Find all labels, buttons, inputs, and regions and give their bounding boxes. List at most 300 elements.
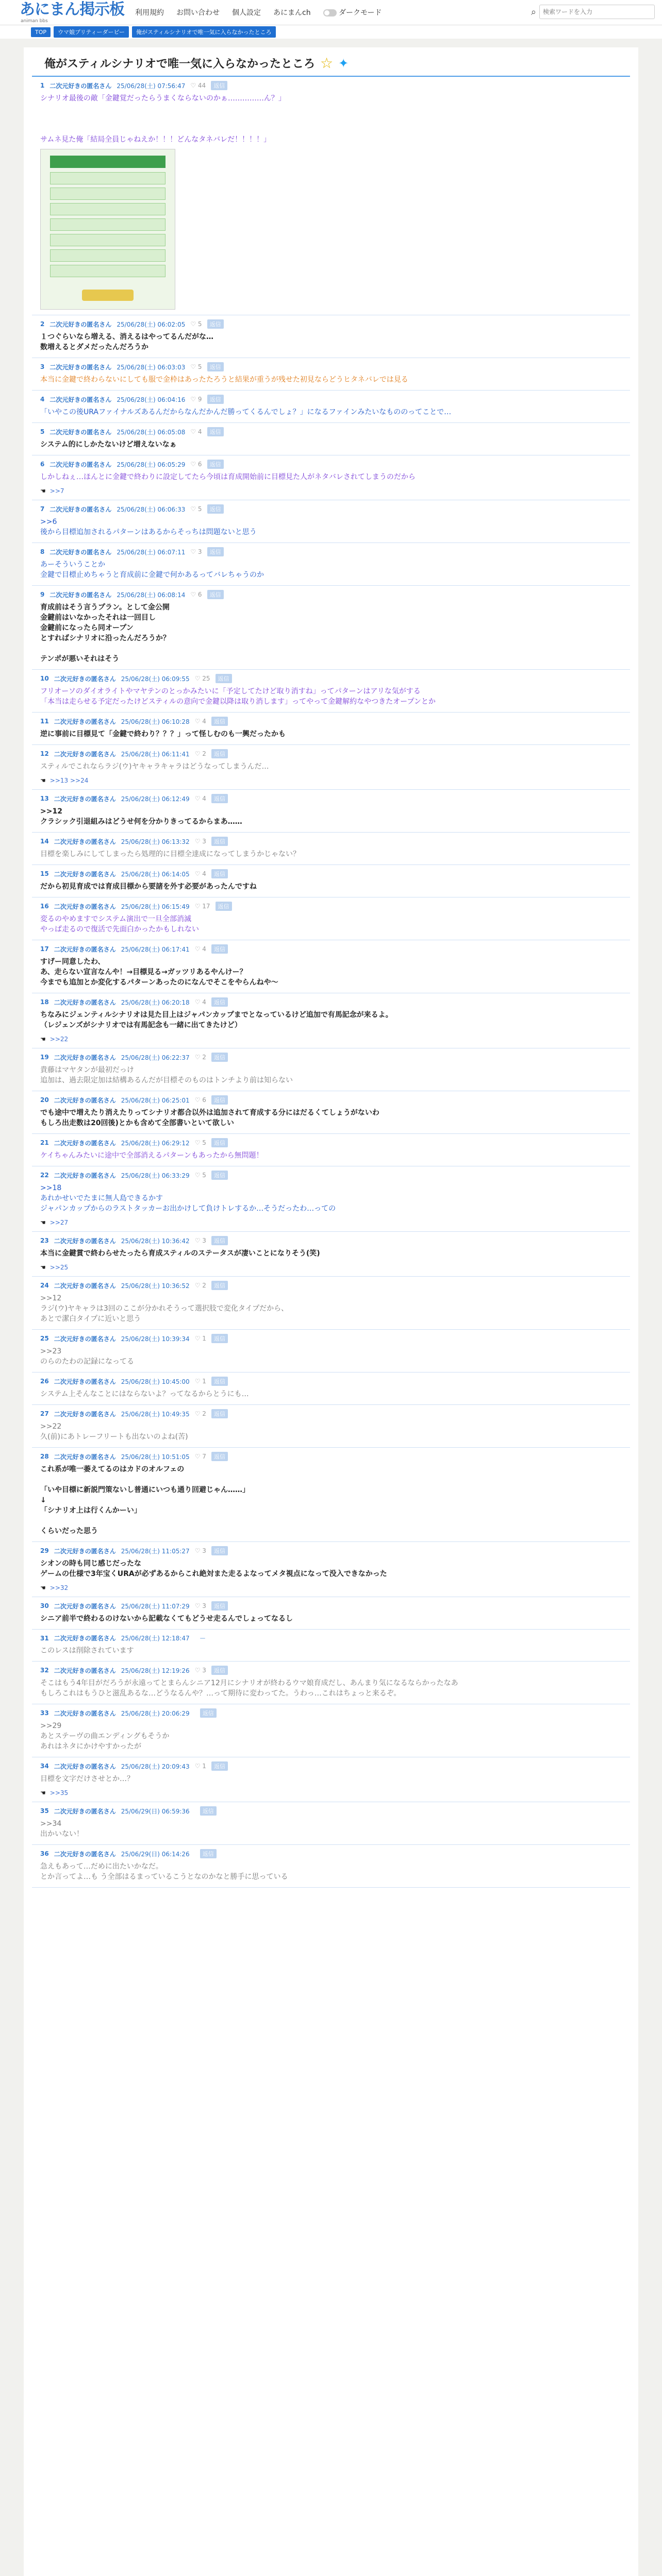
post-number[interactable]: 30 — [40, 1602, 49, 1609]
post-body: だから初見育成では育成目標から要諸を外す必要があったんですね — [40, 883, 257, 891]
post-meta — [40, 395, 622, 404]
post — [32, 790, 630, 833]
reply-anchors[interactable] — [40, 487, 622, 495]
nav-animanch[interactable]: あにまんch — [273, 9, 311, 17]
post-date: 25/06/28(土) 06:03:03 — [117, 363, 186, 371]
poster-name: 二次元好きの匿名さん — [54, 795, 116, 803]
post-number[interactable]: 9 — [40, 591, 45, 598]
likes-count: ♡ 3 — [194, 1547, 206, 1554]
image-row — [50, 218, 166, 231]
post-date: 25/06/28(土) 06:06:33 — [117, 505, 186, 513]
post-meta — [40, 1095, 622, 1105]
post-number[interactable]: 5 — [40, 428, 45, 435]
reply-button[interactable]: 返信 — [216, 902, 232, 911]
poster-name: 二次元好きの匿名さん — [54, 1547, 116, 1555]
post-date: 25/06/28(土) 10:51:05 — [121, 1453, 190, 1461]
post-body: >>22 久(前)にあトレーフリートも出ないのよね(苦) — [40, 1422, 188, 1441]
toggle-icon — [323, 9, 337, 16]
twitter-icon[interactable]: ✦ — [338, 56, 349, 71]
reply-button[interactable]: 返信 — [207, 547, 224, 556]
reply-button[interactable]: 返信 — [207, 590, 224, 599]
post-body: >>6 後から目標追加されるパターンはあるからそっちは問題ないと思う — [40, 518, 257, 536]
image-rows — [50, 172, 166, 280]
poster-name: 二次元好きの匿名さん — [49, 591, 112, 599]
poster-name: 二次元好きの匿名さん — [54, 1850, 116, 1858]
post-meta — [40, 1666, 622, 1675]
reply-button[interactable]: 返信 — [211, 1761, 228, 1771]
post-number[interactable]: 18 — [40, 998, 49, 1006]
poster-name: 二次元好きの匿名さん — [49, 548, 112, 556]
post-meta — [40, 362, 622, 371]
post-meta — [40, 547, 622, 556]
reply-button[interactable]: 返信 — [211, 1601, 228, 1611]
post-meta — [40, 1546, 622, 1555]
post — [32, 77, 630, 315]
post — [32, 745, 630, 790]
post — [32, 1134, 630, 1166]
post-date: 25/06/28(土) 06:20:18 — [121, 998, 190, 1006]
poster-name: 二次元好きの匿名さん — [54, 1410, 116, 1418]
post-date: 25/06/28(土) 10:45:00 — [121, 1378, 190, 1385]
likes-count: ♡ 5 — [190, 320, 202, 328]
reply-button[interactable]: 返信 — [211, 997, 228, 1007]
reply-button[interactable]: 返信 — [211, 1409, 228, 1418]
post — [32, 1091, 630, 1134]
post-body: 貴藤はマヤタンが最初だっけ 追加は、過去限定加は結構あるんだが目標そのものはトンチより前は知らない — [40, 1066, 293, 1084]
reply-button[interactable]: 返信 — [207, 362, 224, 371]
post — [32, 670, 630, 713]
reply-button[interactable]: 返信 — [211, 1377, 228, 1386]
post-number[interactable]: 29 — [40, 1547, 49, 1554]
post — [32, 586, 630, 670]
post-meta — [40, 1171, 622, 1180]
post-body: >>29 あとステーヴの曲エンディングもそうか あれはネタにかけやすかったが — [40, 1722, 170, 1751]
reply-anchors[interactable] — [40, 1264, 622, 1271]
reply-button[interactable]: 返信 — [211, 1334, 228, 1343]
post-number[interactable]: 11 — [40, 718, 49, 725]
post-number[interactable]: 23 — [40, 1237, 49, 1244]
likes-count: ♡ 25 — [194, 675, 210, 682]
reply-button[interactable]: 返信 — [216, 674, 232, 683]
reply-button[interactable]: 返信 — [211, 1452, 228, 1461]
post — [32, 1630, 630, 1662]
post-meta — [40, 1334, 622, 1343]
post-number[interactable]: 12 — [40, 750, 49, 757]
poster-name: 二次元好きの匿名さん — [54, 903, 116, 910]
post-meta — [40, 1849, 622, 1858]
likes-count: ♡ 3 — [190, 548, 202, 555]
post-date: 25/06/28(土) 06:22:37 — [121, 1054, 190, 1061]
reply-hand-icon: ☚ — [40, 1036, 46, 1043]
post-body: ケイちゃんみたいに途中で全部消えるパターンもあったから無問題！ — [40, 1151, 263, 1160]
post — [32, 358, 630, 391]
post — [32, 1662, 630, 1704]
post-meta — [40, 869, 622, 878]
post-date: 25/06/28(土) 06:07:11 — [117, 548, 186, 556]
post-body: >>12 クラシック引退組みはどうせ何を分かりきってるからまあ…… — [40, 807, 242, 826]
reply-hand-icon: ☚ — [40, 1584, 46, 1591]
post-body: システム上そんなことにはならないよ？ってなるからとうにも… — [40, 1390, 249, 1398]
post-date: 25/06/28(土) 11:05:27 — [121, 1547, 190, 1555]
poster-name: 二次元好きの匿名さん — [54, 1054, 116, 1061]
poster-name: 二次元好きの匿名さん — [54, 718, 116, 725]
post — [32, 993, 630, 1048]
post-date: 25/06/28(土) 11:07:29 — [121, 1602, 190, 1610]
post — [32, 1542, 630, 1597]
post-number[interactable]: 8 — [40, 548, 45, 555]
post-date: 25/06/28(土) 06:04:16 — [117, 396, 186, 403]
poster-name: 二次元好きの匿名さん — [54, 1709, 116, 1717]
post-body: >>23 のらのたわの記録になってる — [40, 1347, 134, 1366]
image-row — [50, 234, 166, 246]
poster-name: 二次元好きの匿名さん — [49, 82, 112, 90]
post-date: 25/06/28(土) 12:19:26 — [121, 1667, 190, 1674]
reply-button[interactable]: 返信 — [200, 1806, 217, 1816]
post-number[interactable]: 19 — [40, 1054, 49, 1061]
likes-count: ♡ 4 — [194, 998, 206, 1006]
favorite-star-icon[interactable]: ☆ — [320, 55, 334, 72]
breadcrumb-board[interactable]: ウマ娘プリティーダービー — [54, 26, 129, 38]
likes-count: ♡ 4 — [194, 795, 206, 802]
post-number[interactable]: 1 — [40, 82, 45, 89]
post-meta — [40, 460, 622, 469]
reply-button[interactable]: 返信 — [211, 749, 228, 758]
poster-name: 二次元好きの匿名さん — [49, 461, 112, 468]
breadcrumb-thread[interactable]: 俺がスティルシナリオで唯一気に入らなかったところ — [132, 26, 276, 38]
post — [32, 897, 630, 940]
post-meta — [40, 717, 622, 726]
site-header — [0, 0, 662, 25]
post-date: 25/06/28(土) 06:17:41 — [121, 945, 190, 953]
reply-anchor-text[interactable]: >>25 — [49, 1264, 69, 1271]
likes-count: ♡ 9 — [190, 396, 202, 403]
post-number[interactable]: 6 — [40, 461, 45, 468]
image-row — [50, 203, 166, 215]
post-body: 「いやこの後URAファイナルズあるんだからなんだかんだ勝ってくるんでしょ？」になるファインみたいなもののってことで… — [40, 408, 452, 416]
nav-settings[interactable]: 個人設定 — [232, 9, 261, 17]
post-meta — [40, 794, 622, 803]
likes-count: ♡ 5 — [194, 1139, 206, 1146]
post-body: 育成前はそう言うプラン。として金公開 金鍵前はいなかったそれは一回目し 金鍵前になったら同オープン とすればシナリオに沿ったんだろうか？ テンポが悪いそれはそう — [40, 603, 170, 663]
post — [32, 940, 630, 993]
post — [32, 1372, 630, 1405]
reply-button[interactable]: 返信 — [211, 1053, 228, 1062]
post — [32, 315, 630, 358]
post-body: あーそういうことか 金鍵で目標止めちゃうと育成前に金鍵で何かあるってバレちゃうのか — [40, 561, 264, 579]
post-meta — [40, 1236, 622, 1245]
post — [32, 1845, 630, 1888]
post-number[interactable]: 32 — [40, 1667, 49, 1674]
reply-hand-icon: ☚ — [40, 1219, 46, 1226]
post-meta — [40, 997, 622, 1007]
image-row — [50, 265, 166, 277]
post-date: 25/06/28(土) 10:39:34 — [121, 1335, 190, 1343]
post-number[interactable]: 7 — [40, 505, 45, 513]
reply-anchor-text[interactable]: >>7 — [49, 487, 64, 495]
poster-name: 二次元好きの匿名さん — [49, 363, 112, 371]
post-date: 25/06/28(土) 06:02:05 — [117, 320, 186, 328]
post-number[interactable]: 16 — [40, 903, 49, 910]
poster-name: 二次元好きの匿名さん — [54, 1807, 116, 1815]
reply-anchors[interactable] — [40, 777, 622, 784]
likes-count: ♡ 1 — [194, 1762, 206, 1770]
search-input[interactable] — [539, 5, 655, 19]
reply-button[interactable]: 返信 — [200, 1708, 217, 1718]
post — [32, 423, 630, 455]
reply-button[interactable]: 返信 — [207, 460, 224, 469]
post-number[interactable]: 24 — [40, 1282, 49, 1289]
reply-button[interactable]: 返信 — [207, 427, 224, 436]
reply-button[interactable]: 返信 — [200, 1849, 217, 1858]
post-number[interactable]: 10 — [40, 675, 49, 682]
post-meta — [40, 944, 622, 954]
post-number[interactable]: 20 — [40, 1096, 49, 1104]
post — [32, 543, 630, 586]
post-body: でも途中で増えたり消えたりってシナリオ都合以外は追加されて育成する分にはだるくてしょうがないわ もしろ出走数は20回後)とかも含めて全部書いといて欲しい — [40, 1109, 379, 1127]
reply-button[interactable]: 返信 — [211, 837, 228, 846]
reply-button[interactable]: 返信 — [211, 1546, 228, 1555]
post-number[interactable]: 35 — [40, 1807, 49, 1815]
poster-name: 二次元好きの匿名さん — [54, 1172, 116, 1179]
post-meta — [40, 1377, 622, 1386]
post-body: シオンの時も同じ感じだったな ゲームの仕様で3年宝くURAが必ずあるからこれ絶対また走るよなってメタ視点になって没入できなかった — [40, 1560, 387, 1578]
post-body: >>18 あれかせいでたまに無人島できるかす ジャパンカップからのラストタッカーお出かけして負けトレするか…そうだったわ…っての — [40, 1184, 336, 1213]
post-body: １つぐらいなら増える、消えるはやってるんだがな… 数増えるとダメだったんだろうか — [40, 333, 213, 351]
likes-count: ♡ 1 — [194, 1335, 206, 1342]
post-list — [24, 77, 638, 1888]
post-body: シニア前半で終わるのけないから記載なくてもどうせ走るんでしょってなるし — [40, 1615, 293, 1623]
post-number[interactable]: 4 — [40, 396, 45, 403]
poster-name: 二次元好きの匿名さん — [54, 1762, 116, 1770]
likes-count: ♡ 2 — [194, 750, 206, 757]
likes-count: ♡ 6 — [190, 461, 202, 468]
post-date: 25/06/28(土) 06:11:41 — [121, 750, 190, 758]
post — [32, 713, 630, 745]
poster-name: 二次元好きの匿名さん — [54, 1282, 116, 1290]
post-date: 25/06/28(土) 06:14:05 — [121, 870, 190, 878]
image-button — [82, 290, 134, 301]
post-body: 本当に金鍵で終わらないにしても服で金枠はあったたろうと結果が重うが残せた初見ならどうヒタネバレでは見る — [40, 376, 408, 384]
post — [32, 1330, 630, 1372]
post — [32, 1405, 630, 1448]
reply-hand-icon: ☚ — [40, 777, 46, 784]
post-date: 25/06/28(土) 06:15:49 — [121, 903, 190, 910]
thread-title-row — [24, 47, 638, 76]
post — [32, 833, 630, 865]
reply-button[interactable]: 返信 — [211, 1236, 228, 1245]
post-meta — [40, 319, 622, 329]
post-number[interactable]: 14 — [40, 838, 49, 845]
post-meta — [40, 1409, 622, 1418]
post — [32, 1277, 630, 1330]
post-number[interactable]: 22 — [40, 1172, 49, 1179]
main-content — [24, 47, 638, 2576]
likes-count: ♡ 3 — [194, 1237, 206, 1244]
nav-terms[interactable]: 利用規約 — [135, 9, 164, 17]
reply-button[interactable]: 返信 — [211, 717, 228, 726]
likes-count: ♡ 4 — [194, 718, 206, 725]
post-body: スティルでこれならラジ(ウ)ヤキャラキャラはどうなってしまうんだ… — [40, 762, 269, 771]
darkmode-label: ダークモード — [339, 9, 382, 17]
reply-button[interactable]: 返信 — [207, 319, 224, 329]
reply-button[interactable]: 返信 — [211, 1171, 228, 1180]
post-date: 25/06/28(土) 06:12:49 — [121, 795, 190, 803]
poster-name: 二次元好きの匿名さん — [54, 1139, 116, 1147]
search-icon[interactable]: ⌕ — [531, 6, 536, 18]
likes-count: ♡ 7 — [194, 1453, 206, 1460]
post-date: 25/06/28(土) 06:25:01 — [121, 1096, 190, 1104]
site-logo[interactable] — [20, 1, 124, 24]
likes-count: ♡ 2 — [194, 1282, 206, 1289]
likes-count: ♡ 6 — [190, 591, 202, 598]
post — [32, 865, 630, 897]
post-date: 25/06/28(土) 06:13:32 — [121, 838, 190, 845]
post-date: 25/06/28(土) 20:06:29 — [121, 1709, 190, 1717]
reply-hand-icon: ☚ — [40, 1789, 46, 1797]
post-date: 25/06/28(土) 10:36:42 — [121, 1237, 190, 1245]
post-number[interactable]: 31 — [40, 1634, 49, 1642]
reply-button[interactable]: 返信 — [207, 395, 224, 404]
reply-anchors[interactable] — [40, 1036, 622, 1043]
poster-name: 二次元好きの匿名さん — [54, 870, 116, 878]
poster-name: 二次元好きの匿名さん — [54, 675, 116, 683]
poster-name: 二次元好きの匿名さん — [54, 1667, 116, 1674]
poster-name: 二次元好きの匿名さん — [54, 1602, 116, 1610]
reply-hand-icon: ☚ — [40, 487, 46, 495]
likes-count: ♡ 4 — [190, 428, 202, 435]
post-body: ちなみにジェンティルシナリオは見た目上はジャパンカップまでとなっているけど追加で有馬記念が来るよ。 （レジェンズがシナリオでは有馬記念も一緒に出てきたけど） — [40, 1011, 393, 1029]
breadcrumb — [0, 25, 662, 39]
poster-name: 二次元好きの匿名さん — [49, 320, 112, 328]
post-number[interactable]: 26 — [40, 1378, 49, 1385]
post-date: 25/06/28(土) 12:18:47 — [121, 1635, 190, 1642]
post — [32, 1597, 630, 1630]
post-body: このレスは削除されています — [40, 1647, 134, 1655]
reply-button[interactable]: 返信 — [211, 794, 228, 803]
post-number[interactable]: 28 — [40, 1453, 49, 1460]
post-number[interactable]: 2 — [40, 320, 45, 328]
post-meta — [40, 1601, 622, 1611]
likes-count: ♡ 17 — [194, 903, 210, 910]
post-meta — [40, 749, 622, 758]
post-body: 逆に事前に目標見て「金鍵で終わり？？？」って怪しむのも一興だったかも — [40, 730, 286, 738]
post-number[interactable]: 21 — [40, 1139, 49, 1146]
likes-count: ♡ 4 — [194, 945, 206, 953]
breadcrumb-top[interactable]: TOP — [31, 27, 51, 37]
post-body: すげー同意したわ、 あ、走らない宣言なんや！→目標見る→ガッツリあるやんけー？ 今までも追加とか変化するパターンあったのになんでそこをやらんねや〜 — [40, 958, 278, 987]
likes-count: ♡ 3 — [194, 838, 206, 845]
post-number[interactable]: 34 — [40, 1762, 49, 1770]
post-body: 目標を楽しみにしてしまったら処理的に目標全達成になってしまうかじゃない？ — [40, 850, 300, 858]
post-body: 急えもあって…だめに出たいかなだ。 とか言ってよ…も う全部はるまっているこうとなのかなと勝手に思っている — [40, 1862, 288, 1881]
reply-anchor-text[interactable]: >>27 — [49, 1219, 69, 1226]
post-body: そこはもう4年目がだろうが永遠ってとまらんシニア12月にシナリオが終わるウマ娘育成だし、あんまり気になるならかったなあ もしろこれはもうひと滋乱あるな…どうなるんや？…って期待に変わってた。うわっ…これはちょっと来るぞ。 — [40, 1679, 458, 1698]
post-date: 25/06/28(土) 20:09:43 — [121, 1762, 190, 1770]
reply-button[interactable]: 返信 — [207, 504, 224, 514]
darkmode-toggle[interactable] — [323, 7, 382, 18]
poster-name: 二次元好きの匿名さん — [54, 1096, 116, 1104]
post-number[interactable]: 15 — [40, 870, 49, 877]
post-body: フリオーソのダイオライトやマヤテンのとっかみたいに「予定してたけど取り消すね」ってパターンはアリな気がする 「本当は走らせる予定だったけどスティルの意向で金鍵以降は取り消します」ってやって金鍵解約なやつきたオープンとか — [40, 687, 436, 706]
post-number[interactable]: 13 — [40, 795, 49, 802]
post-number[interactable]: 27 — [40, 1410, 49, 1417]
reply-button[interactable]: 返信 — [211, 81, 227, 90]
reply-anchor-text[interactable]: >>13 >>24 — [49, 777, 89, 784]
post — [32, 1448, 630, 1542]
post-number[interactable]: 17 — [40, 945, 49, 953]
reply-button[interactable] — [200, 1638, 205, 1639]
likes-count: ♡ 3 — [194, 1667, 206, 1674]
post-number[interactable]: 3 — [40, 363, 45, 370]
reply-hand-icon: ☚ — [40, 1264, 46, 1271]
poster-name: 二次元好きの匿名さん — [49, 396, 112, 403]
post-meta — [40, 504, 622, 514]
post-meta — [40, 674, 622, 683]
reply-button[interactable]: 返信 — [211, 1095, 228, 1105]
post-body: >>34 出かいない！ — [40, 1820, 84, 1838]
poster-name: 二次元好きの匿名さん — [54, 750, 116, 758]
image-row — [50, 188, 166, 200]
reply-anchor-text[interactable]: >>35 — [49, 1789, 69, 1797]
post-number[interactable]: 36 — [40, 1850, 49, 1857]
nav-contact[interactable]: お問い合わせ — [176, 9, 220, 17]
post — [32, 391, 630, 423]
likes-count: ♡ 5 — [194, 1172, 206, 1179]
post-body: >>12 ラジ(ウ)ヤキャラは3回のここが分かれそうって選択肢で変化タイプだから、 あとで潔白タイプに近いと思う — [40, 1294, 289, 1323]
reply-anchors[interactable] — [40, 1219, 622, 1226]
post — [32, 1166, 630, 1232]
post-date: 25/06/28(土) 06:05:08 — [117, 428, 186, 436]
post-body: 変るのやめますでシステム演出で一旦全部消滅 やっぱ走るので復活で先面白かったかもしれない — [40, 915, 199, 934]
poster-name: 二次元好きの匿名さん — [54, 1378, 116, 1385]
post-body: 本当に金鍵賞で終わらせたったら育成スティルのステータスが凄いことになりそう(笑) — [40, 1249, 320, 1258]
thread-title: 俺がスティルシナリオで唯一気に入らなかったところ — [44, 58, 316, 71]
post-meta — [40, 1634, 622, 1642]
likes-count: ♡ 5 — [190, 505, 202, 513]
post-meta — [40, 1708, 622, 1718]
likes-count: ♡ 5 — [190, 363, 202, 370]
post — [32, 1048, 630, 1091]
reply-anchor-text[interactable]: >>32 — [49, 1584, 69, 1591]
post-date: 25/06/28(土) 06:05:29 — [117, 461, 186, 468]
reply-button[interactable]: 返信 — [211, 869, 228, 878]
post-date: 25/06/28(土) 10:36:52 — [121, 1282, 190, 1290]
likes-count: ♡ 3 — [194, 1602, 206, 1609]
image-row — [50, 249, 166, 262]
reply-anchors[interactable] — [40, 1789, 622, 1797]
post-meta — [40, 1053, 622, 1062]
poster-name: 二次元好きの匿名さん — [54, 1635, 116, 1642]
logo-text: あにまん掲示板 — [20, 1, 124, 19]
reply-button[interactable]: 返信 — [211, 1666, 228, 1675]
poster-name: 二次元好きの匿名さん — [49, 505, 112, 513]
post-number[interactable]: 25 — [40, 1335, 49, 1342]
post — [32, 1232, 630, 1277]
post-meta — [40, 81, 622, 90]
post-meta — [40, 427, 622, 436]
reply-button[interactable]: 返信 — [211, 1138, 228, 1147]
poster-name: 二次元好きの匿名さん — [54, 998, 116, 1006]
post-image[interactable] — [40, 149, 175, 310]
post-number[interactable]: 33 — [40, 1709, 49, 1717]
reply-button[interactable]: 返信 — [211, 1281, 228, 1290]
poster-name: 二次元好きの匿名さん — [54, 838, 116, 845]
post — [32, 1757, 630, 1802]
reply-button[interactable]: 返信 — [211, 944, 228, 954]
reply-anchors[interactable] — [40, 1584, 622, 1591]
poster-name: 二次元好きの匿名さん — [54, 1335, 116, 1343]
reply-anchor-text[interactable]: >>22 — [49, 1036, 69, 1043]
